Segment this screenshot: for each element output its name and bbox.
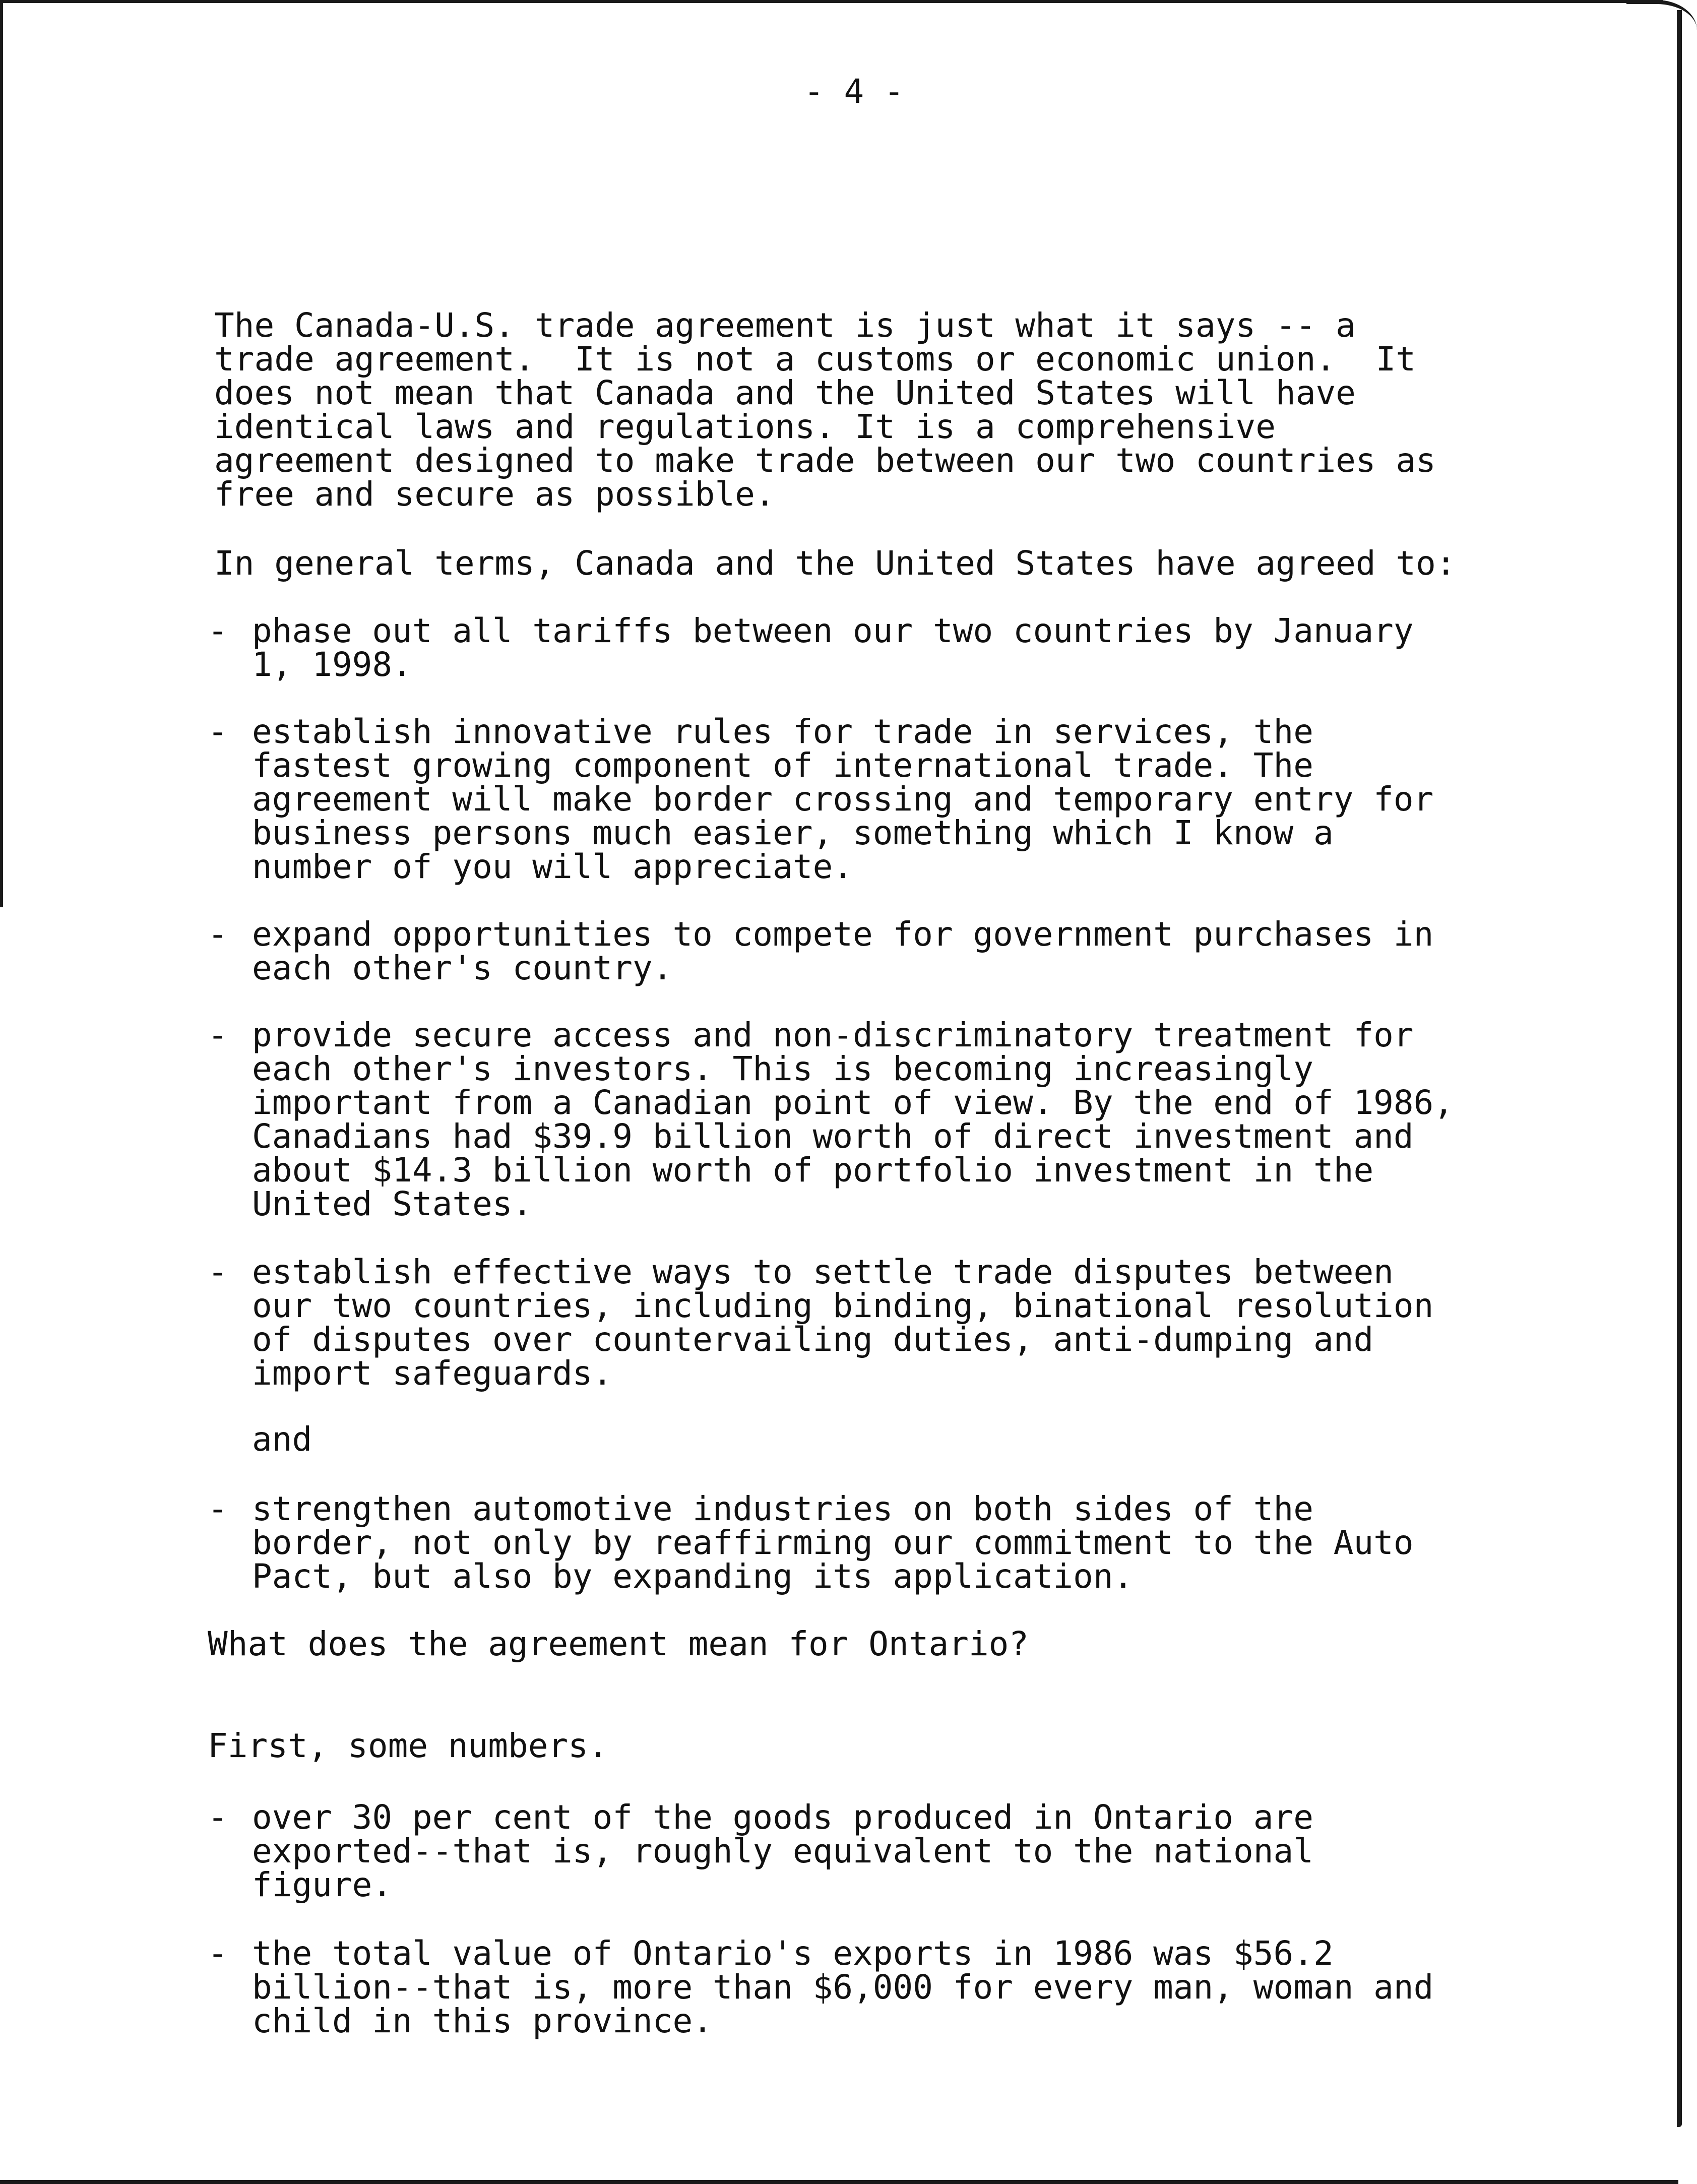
page-number: - 4 - xyxy=(804,72,904,111)
bullet-text: phase out all tariffs between our two countries by January 1, 1998. xyxy=(252,611,1414,684)
bullet-text: establish effective ways to settle trade disputes between our two countries, including binding, binational resolution of disputes over countervailing duties, anti-dumping and import safeguards. xyxy=(252,1253,1434,1393)
bullet-text: establish innovative rules for trade in services, the fastest growing component of international trade. The agreement will make border crossing and temporary entry for business persons much easier, something which I know a number of you will appreciate. xyxy=(252,712,1434,886)
bullet-dash: - xyxy=(208,1489,228,1528)
intro-paragraph: The Canada-U.S. trade agreement is just what it says -- a trade agreement. It is not a customs or economic union. It does not mean that Canada and the United States will have identical laws and regulations. It is a comprehensive agreement designed to make trade between our two countries as free and secure as possible. xyxy=(214,306,1436,514)
bullet-dash: - xyxy=(208,1253,228,1291)
bullet-text: strengthen automotive industries on both sides of the border, not only by reaffirming our commitment to the Auto Pact, but also by expanding its application. xyxy=(252,1489,1414,1596)
general-terms-line: In general terms, Canada and the United States have agreed to: xyxy=(214,544,1456,583)
bullet-dash: - xyxy=(208,1016,228,1054)
bullet-dash: - xyxy=(208,712,228,751)
bullet-dash: - xyxy=(208,915,228,954)
and-connector: and xyxy=(252,1420,312,1459)
scan-border-curl xyxy=(1626,0,1697,44)
bullet-dash: - xyxy=(208,611,228,650)
bullet-text: the total value of Ontario's exports in 1986 was $56.2 billion--that is, more than $6,000 for every man, woman and child in this province. xyxy=(252,1934,1434,2040)
bullet-text: expand opportunities to compete for government purchases in each other's country. xyxy=(252,915,1434,987)
scan-border-top xyxy=(0,0,1663,3)
bullet-dash: - xyxy=(208,1934,228,1973)
bullet-dash: - xyxy=(208,1798,228,1837)
bullet-text: over 30 per cent of the goods produced in Ontario are exported--that is, roughly equivalent to the national figure. xyxy=(252,1798,1313,1904)
scan-border-right xyxy=(1677,10,1682,2127)
numbers-intro: First, some numbers. xyxy=(208,1726,608,1765)
scan-border-bottom xyxy=(0,2180,1678,2184)
bullet-text: provide secure access and non-discriminatory treatment for each other's investors. This is becoming increasingly important from a Canadian point of view. By the end of 1986, Canadians had $39.9 billion worth of direct investment and about $14.3 billion worth of portfolio investment in the United States. xyxy=(252,1016,1454,1223)
ontario-question: What does the agreement mean for Ontario? xyxy=(208,1625,1029,1663)
scan-border-left xyxy=(0,0,3,907)
